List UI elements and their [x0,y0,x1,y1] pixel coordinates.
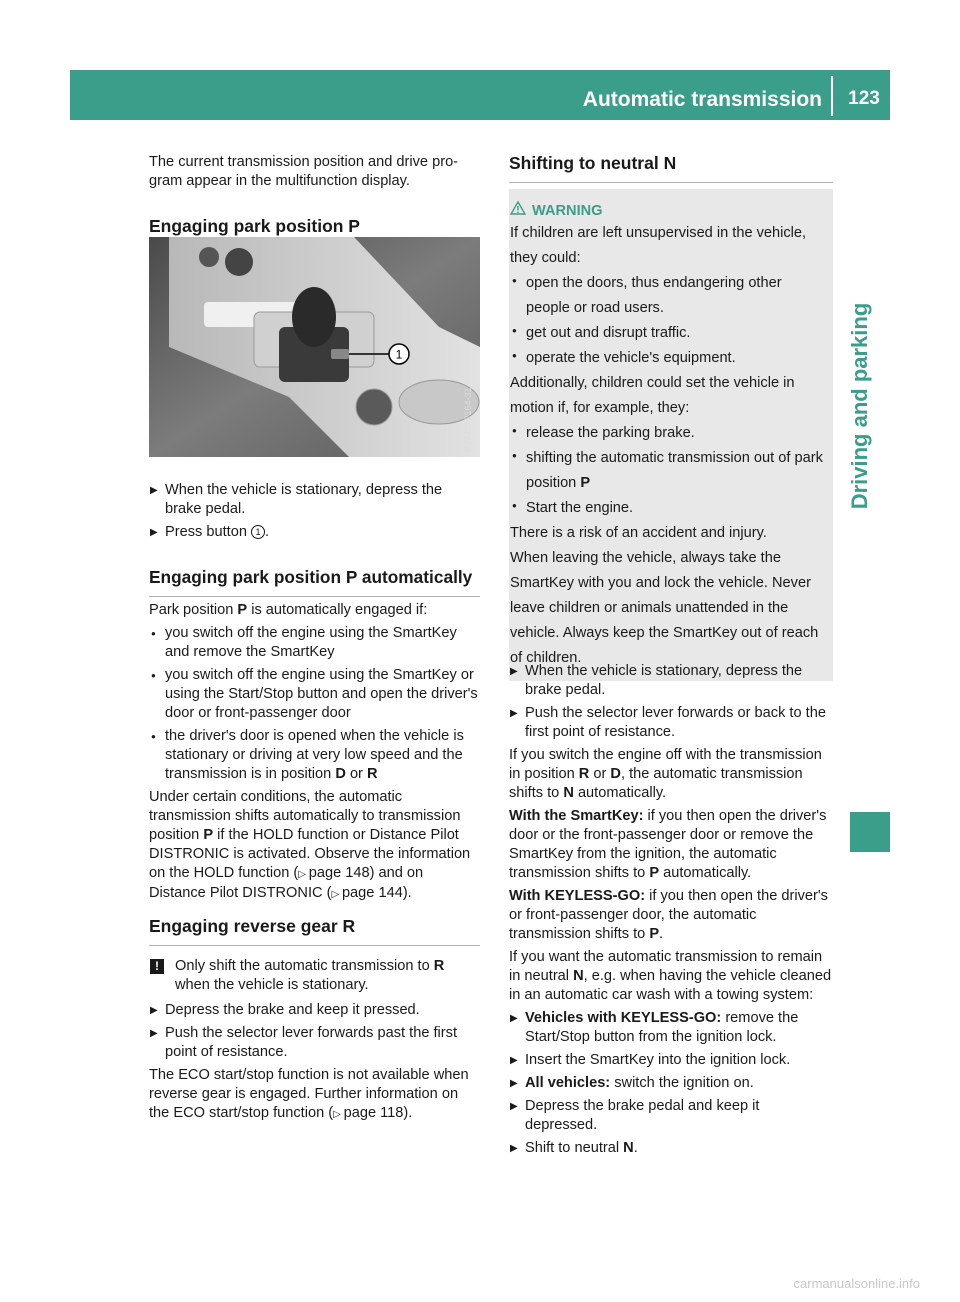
cond3-or: or [345,766,367,782]
s7-end: . [633,1140,638,1156]
heading-reverse: Engaging reverse gear R [149,916,480,946]
park-auto-intro [149,601,480,620]
eco-end: ). [403,1105,413,1121]
warning-title: WARNING [532,203,603,219]
step2-post: . [265,524,270,540]
park-auto-section [149,601,480,904]
page-ref-118[interactable]: page 118 [343,1105,404,1121]
warn5-pre: shifting the automatic transmission out of park position [526,450,823,491]
n-step-keyless [509,1009,833,1047]
chapter-label-text: Driving and parking [847,302,872,510]
s3-label: Vehicles with KEYLESS-GO: [525,1010,722,1026]
chapter-tab [850,812,890,852]
under-mid: if the HOLD function or Distance Pilot DISTRONIC is activated. Observe the information on the HOLD function ( [149,827,471,881]
car-wash-paragraph [509,948,833,1005]
step-depress-brake-r: ▶ Depress the brake and keep it pressed. [149,1001,480,1020]
neutral-section [509,662,833,1162]
warning-triangle-icon [510,201,528,221]
warning-item-6: ● Start the engine. [510,496,825,521]
s3-text: remove the Start/Stop button from the ignition lock. [525,1010,799,1045]
engine-off-paragraph [509,746,833,803]
n-step-insert-key: ▶ Insert the SmartKey into the ignition lock. [509,1051,833,1070]
photo-callout: 1 [395,347,403,362]
p3-text: if you then open the driver's or front-passenger door, the automatic transmission shifts to [509,888,828,942]
condition-1: ● you switch off the engine using the SmartKey and remove the SmartKey [149,624,480,662]
s5-text: switch the ignition on. [610,1075,754,1091]
warn5-p: P [580,475,591,491]
under-mid2: ) and on Distance Pilot DISTRONIC ( [149,865,424,901]
image-code: P27.00-2164-31 [463,387,473,452]
p3-label: With KEYLESS-GO: [509,888,646,904]
step-push-selector: ▶ Push the selector lever forwards past the first point of resistance. [149,1024,480,1062]
p3-p: P [649,926,660,942]
page-ref-144[interactable]: page 144 [341,885,403,901]
warning-additionally: Additionally, children could set the vehicle in motion if, for example, they: [510,375,795,416]
n-step-shift-neutral [509,1139,833,1158]
park-steps [149,481,480,546]
warning-intro: If children are left unsupervised in the vehicle, they could: [510,225,807,266]
intro-line-1: The current transmission position and drive pro- [149,154,459,170]
page-ref-148[interactable]: page 148 [308,865,370,881]
n-step-push-selector: ▶ Push the selector lever forwards or back to the first point of resistance. [509,704,833,742]
note-post: when the vehicle is stationary. [175,977,369,993]
page-ref-icon: ▷ [331,889,342,900]
warning-leave: When leaving the vehicle, always take the SmartKey with you and lock the vehicle. Never leave children or animals unattended in the vehicle. Always keep the SmartKey out of reach of children. [510,550,819,666]
p1-end: automatically. [573,785,667,801]
auto-intro-p: P [237,602,248,618]
p4-end: , e.g. when having the vehicle cleaned in an automatic car wash with a towing system: [509,968,832,1003]
p2-p: P [649,865,660,881]
heading-neutral: Shifting to neutral N [509,153,833,183]
note-pre: Only shift the automatic transmission to [175,958,434,974]
warning-item-2: ● get out and disrupt traffic. [510,321,825,346]
under-end: ). [402,885,412,901]
p2-end: automatically. [659,865,752,881]
p1-d: D [610,766,621,782]
warning-risk: There is a risk of an accident and injury. [510,525,767,541]
page-number: 123 [848,88,880,109]
section-title: Automatic transmission [582,88,822,111]
n-step-depress-brake: ▶ When the vehicle is stationary, depress the brake pedal. [509,662,833,700]
n-step-keep-brake: ▶ Depress the brake pedal and keep it depressed. [509,1097,833,1135]
p1-n: N [563,785,574,801]
keyless-paragraph [509,887,833,944]
s7-pre: Shift to neutral [525,1140,624,1156]
condition-2: ● you switch off the engine using the SmartKey or using the Start/Stop button and open the driver's door or front-passenger door [149,666,480,723]
cond3-r: R [366,766,378,782]
chapter-label [840,196,880,616]
p1-mid: , the automatic transmission shifts to [509,766,803,801]
warning-item-1: ● open the doors, thus endangering other people or road users. [510,271,825,321]
note-box [149,957,480,995]
heading-park: Engaging park position P [149,216,480,246]
exclamation-icon: ! [150,959,164,974]
p4-pre: If you want the automatic transmission to remain in neutral [509,949,823,984]
p2-text: if you then open the driver's door or the front-passenger door or remove the SmartKey from the ignition, the automatic transmission shifts to [509,808,827,881]
s5-label: All vehicles: [525,1075,611,1091]
eco-pre: The ECO start/stop function is not available when reverse gear is engaged. Further information on the ECO start/stop function ( [149,1067,469,1121]
intro-line-2: gram appear in the multifunction display. [149,173,410,189]
page-ref-icon: ▷ [333,1109,344,1120]
heading-park-auto: Engaging park position P automatically [149,567,480,597]
cond3-pre: the driver's door is opened when the vehicle is stationary or driving at very low speed and the transmission is in position [165,728,464,782]
warning-item-5 [510,446,825,496]
smartkey-paragraph [509,807,833,883]
intro-text [149,153,480,191]
note-r: R [433,958,445,974]
s7-n: N [623,1140,634,1156]
under-p: P [203,827,214,843]
step-press-button [149,523,480,542]
conditions-paragraph [149,788,480,904]
page-ref-icon: ▷ [298,869,309,880]
p4-n: N [573,968,584,984]
button-number: 1 [251,525,265,539]
p1-r: R [578,766,590,782]
auto-intro-pre: Park position [149,602,238,618]
warning-header [510,201,825,221]
reverse-section [149,957,480,1124]
header-separator [831,76,833,116]
n-step-ignition-on [509,1074,833,1093]
step2-pre: Press button [165,524,251,540]
eco-paragraph [149,1066,480,1124]
warning-item-4: ● release the parking brake. [510,421,825,446]
under-pre: Under certain conditions, the automatic transmission shifts automatically to transmission position [149,789,461,843]
p3-end: . [659,926,664,942]
footer-watermark: carmanualsonline.info [793,1276,920,1291]
auto-intro-post: is automatically engaged if: [247,602,428,618]
gear-selector-photo [149,237,480,457]
warning-box [509,189,833,681]
cond3-d: D [335,766,346,782]
p2-label: With the SmartKey: [509,808,644,824]
condition-3 [149,727,480,784]
p1-or: or [589,766,611,782]
step-depress-brake: ▶ When the vehicle is stationary, depress the brake pedal. [149,481,480,519]
p1-pre: If you switch the engine off with the transmission in position [509,747,822,782]
warning-item-3: ● operate the vehicle's equipment. [510,346,825,371]
